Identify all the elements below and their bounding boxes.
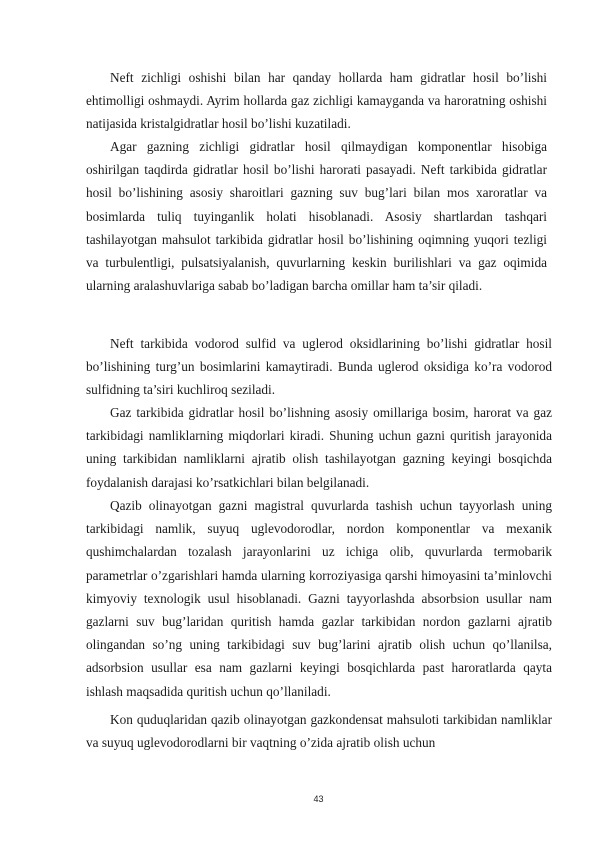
paragraph-2-text: Agar gazning zichligi gidratlar hosil qilmaydigan komponentlar hisobiga oshirilgan taqdirda gidratlar hosil bo’lishi harorati pasayadi. Neft tarkibida gidratlar hosil bo’lishining asosiy sharoitlari gazning suv bug’lari bilan mos xaroratlar va bosimlarda tuliq tuyinganlik holati hisoblanadi. Asosiy shartlardan tashqari tashilayotgan mahsulot tarkibida gidratlar hosil bo’lishining oqimning yuqori tezligi va turbulentligi, pulsatsiyalanish, quvurlarning keskin burilishlari va gaz oqimida ularning aralashuvlariga sabab bo’ladigan barcha omillar ham ta’sir qiladi. [86, 139, 547, 294]
paragraph-6 [86, 708, 552, 754]
paragraph-3-text: Neft tarkibida vodorod sulfid va uglerod oksidlarining bo’lishi gidratlar hosil bo’lishining turg’un bosimlarini kamaytiradi. Bunda uglerod oksidiga ko’ra vodorod sulfidning ta’siri kuchliroq seziladi. [86, 336, 552, 398]
paragraph-3 [86, 332, 552, 402]
paragraph-4-text: Gaz tarkibida gidratlar hosil bo’lishning asosiy omillariga bosim, harorat va gaz tarkibidagi namliklarning miqdorlari kiradi. Shuning uchun gazni quritish jarayonida uning tarkibidan namliklarni ajratib olish tashilayotgan gazning keyingi bosqichda foydalanish darajasi ko’rsatkichlari bilan belgilanadi. [86, 405, 552, 490]
paragraph-2 [86, 135, 547, 297]
paragraph-1 [86, 66, 547, 136]
paragraph-4 [86, 401, 552, 494]
paragraph-1-text: Neft zichligi oshishi bilan har qanday hollarda ham gidratlar hosil bo’lishi ehtimolligi oshmaydi. Ayrim hollarda gaz zichligi kamayganda va haroratning oshishi natijasida kristalgidratlar hosil bo’lishi kuzatiladi. [86, 70, 547, 132]
paragraph-5-text: Qazib olinayotgan gazni magistral quvurlarda tashish uchun tayyorlash uning tarkibidagi namlik, suyuq uglevodorodlar, nordon komponentlar va mexanik qushimchalardan tozalash jarayonlarini uz ichiga olib, quvurlarda termobarik parametrlar o’zgarishlari hamda ularning korroziyasiga qarshi himoyasini ta’minlovchi kimyoviy texnologik usul hisoblanadi. Gazni tayyorlashda absorbsion usullar nam gazlarni suv bug’laridan quritish hamda gazlar tarkibidan nordon gazlarni ajratib olingandan so’ng uning tarkibidagi suv bug’larini ajratib olish uchun qo’llanilsa, adsorbsion usullar esa nam gazlarni keyingi bosqichlarda past haroratlarda qayta ishlash maqsadida quritish uchun qo’llaniladi. [86, 498, 552, 699]
page-number: 43 [313, 794, 324, 804]
paragraph-5 [86, 494, 552, 703]
paragraph-6-text: Kon quduqlaridan qazib olinayotgan gazkondensat mahsuloti tarkibidan namliklar va suyuq uglevodorodlarni bir vaqtning o’zida ajratib olish uchun [86, 712, 552, 751]
